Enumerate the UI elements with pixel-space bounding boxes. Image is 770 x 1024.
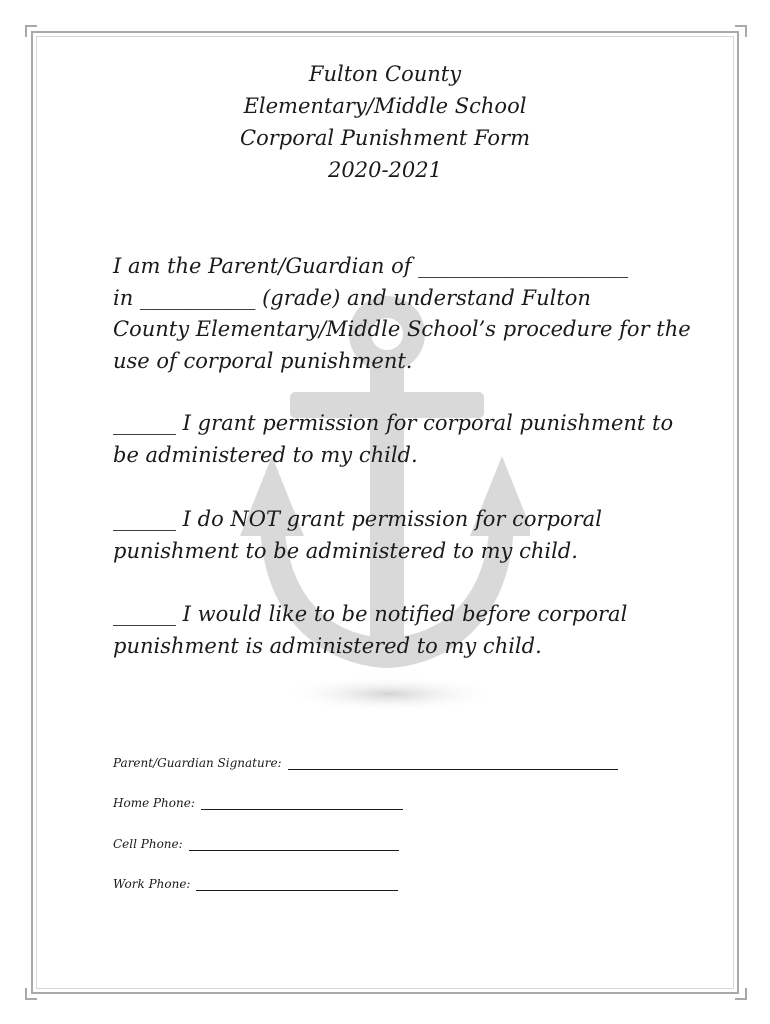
cell-phone-label: Cell Phone: — [113, 837, 183, 851]
option-deny-permission — [113, 504, 658, 567]
option-grant-permission — [113, 408, 674, 471]
border-corner-top-left — [25, 25, 37, 37]
intro-line: I am the Parent/Guardian of ____________________ — [113, 254, 629, 278]
option-line: punishment to be administered to my child. — [113, 538, 578, 563]
intro-line: County Elementary/Middle School’s procedure for the — [113, 317, 691, 341]
signature-field — [113, 756, 618, 770]
option-line: ______ I do NOT grant permission for corporal — [113, 507, 602, 531]
school-name-title: Elementary/Middle School — [243, 94, 527, 118]
work-phone-line[interactable] — [196, 877, 398, 891]
form-title: Corporal Punishment Form — [240, 126, 530, 150]
option-line: punishment is administered to my child. — [113, 633, 542, 658]
signature-line[interactable] — [288, 756, 618, 770]
option-notify-before — [113, 599, 658, 662]
border-corner-bottom-right — [735, 988, 747, 1000]
work-phone-label: Work Phone: — [113, 877, 191, 891]
work-phone-field — [113, 877, 398, 891]
border-corner-bottom-left — [25, 988, 37, 1000]
cell-phone-line[interactable] — [189, 837, 399, 851]
home-phone-field — [113, 796, 403, 810]
form-header — [0, 58, 770, 186]
signature-label: Parent/Guardian Signature: — [113, 756, 282, 770]
school-year: 2020-2021 — [328, 158, 442, 182]
intro-line: use of corporal punishment. — [113, 348, 413, 373]
school-county-title: Fulton County — [308, 62, 462, 86]
border-corner-top-right — [735, 25, 747, 37]
cell-phone-field — [113, 837, 399, 851]
option-line: be administered to my child. — [113, 442, 418, 467]
home-phone-line[interactable] — [201, 796, 403, 810]
option-line: ______ I grant permission for corporal punishment to — [113, 411, 674, 435]
intro-paragraph — [113, 251, 691, 377]
home-phone-label: Home Phone: — [113, 796, 195, 810]
intro-line: in ___________ (grade) and understand Fulton — [113, 285, 591, 310]
option-line: ______ I would like to be notified before corporal — [113, 602, 628, 626]
